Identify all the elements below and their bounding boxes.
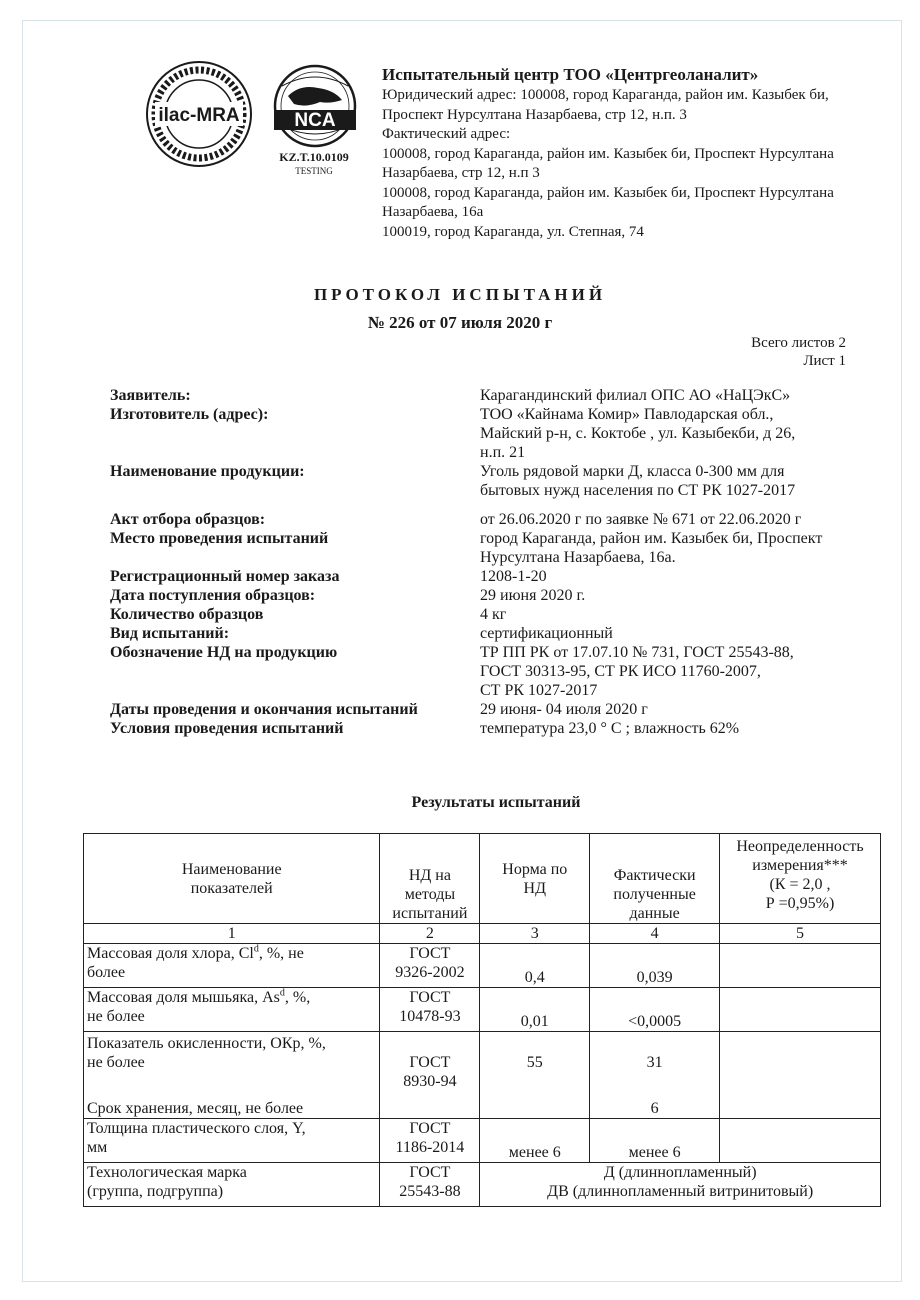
- header-line: Фактически: [613, 867, 696, 884]
- header-line: измерения***: [752, 857, 848, 874]
- header-line: Наименование: [181, 860, 282, 878]
- info-value: сертификационный: [480, 625, 613, 642]
- info-row-applicant: [110, 386, 890, 405]
- uncertainty-value: [720, 1032, 881, 1119]
- header-line: данные: [629, 905, 680, 922]
- nca-logo-text: NCA: [294, 110, 336, 131]
- info-value: 4 кг: [480, 606, 507, 623]
- header-line: испытаний: [392, 905, 468, 922]
- norm-value: 0,4: [480, 944, 590, 988]
- header-line: НД: [523, 880, 547, 897]
- info-label: Наименование продукции:: [110, 463, 305, 480]
- table-header-cell: [590, 834, 720, 924]
- organization-header: [382, 64, 872, 242]
- info-value: [480, 462, 880, 500]
- table-row: [84, 1032, 881, 1119]
- document-title: ПРОТОКОЛ ИСПЫТАНИЙ: [313, 285, 607, 304]
- info-value-line: Уголь рядовой марки Д, класса 0-300 мм для: [480, 463, 785, 480]
- results-table: [83, 833, 881, 1207]
- info-value-line: ТОО «Кайнама Комир» Павлодарская обл.,: [480, 406, 774, 423]
- info-value: [480, 529, 880, 567]
- results-title: Результаты испытаний: [411, 794, 581, 811]
- norm-value: 55: [480, 1032, 590, 1119]
- norm-value: 0,01: [480, 988, 590, 1032]
- info-label: Изготовитель (адрес):: [110, 406, 269, 423]
- table-row: [84, 1163, 881, 1207]
- test-method: ГОСТ 8930-94: [380, 1032, 480, 1119]
- header-line: Неопределенность: [736, 838, 864, 855]
- uncertainty-value: [720, 988, 881, 1032]
- info-label: Условия проведения испытаний: [110, 720, 344, 737]
- document-number: № 226 от 07 июля 2020 г: [367, 313, 553, 332]
- test-method: ГОСТ 1186-2014: [380, 1119, 480, 1163]
- table-row: [84, 944, 881, 988]
- info-value-line: н.п. 21: [480, 444, 526, 461]
- info-value: 1208-1-20: [480, 568, 547, 585]
- protocol-info: [110, 386, 890, 738]
- header-line: Фактический адрес:: [382, 126, 511, 142]
- table-header-row: [84, 834, 881, 924]
- column-number: 1: [84, 924, 380, 944]
- test-method: ГОСТ 10478-93: [380, 988, 480, 1032]
- norm-value: менее 6: [480, 1119, 590, 1163]
- info-label: Акт отбора образцов:: [110, 511, 266, 528]
- organization-name: Испытательный центр ТОО «Центргеоланалит»: [382, 65, 759, 84]
- uncertainty-value: [720, 1119, 881, 1163]
- info-row-receipt-date: [110, 586, 890, 605]
- header-line: Норма по: [502, 861, 568, 878]
- header-line: Юридический адрес: 100008, город Караганда, район им. Казыбек би,: [382, 87, 829, 103]
- indicator-name: Показатель окисленности, ОКр, %, не более Срок хранения, месяц, не более: [84, 1032, 380, 1119]
- info-row-sampling: [110, 510, 890, 529]
- indicator-name: Массовая доля мышьяка, As$^d$, %, не более: [84, 988, 380, 1032]
- info-row-product: [110, 462, 890, 500]
- info-label: Место проведения испытаний: [110, 530, 329, 547]
- info-value-line: ТР ПП РК от 17.07.10 № 731, ГОСТ 25543-88,: [480, 644, 794, 661]
- header-line: НД на: [408, 867, 451, 884]
- indicator-name: Технологическая марка (группа, подгруппа): [84, 1163, 380, 1207]
- info-value: Карагандинский филиал ОПС АО «НаЦЭкС»: [480, 387, 791, 404]
- ilac-logo-text: ilac-MRA: [158, 105, 240, 126]
- column-number: 3: [480, 924, 590, 944]
- info-value: температура 23,0 ° С ; влажность 62%: [480, 720, 740, 737]
- table-row: [84, 988, 881, 1032]
- header-line: Назарбаева, стр 12, н.п 3: [382, 165, 540, 181]
- total-sheets: Всего листов 2: [751, 335, 846, 351]
- current-sheet: Лист 1: [803, 353, 846, 369]
- column-number: 2: [380, 924, 480, 944]
- merged-result-value: Д (длиннопламенный) ДВ (длиннопламенный витринитовый): [480, 1163, 881, 1207]
- indicator-name: Массовая доля хлора, Cl$^d$, %, не более: [84, 944, 380, 988]
- info-label: Дата поступления образцов:: [110, 587, 316, 604]
- info-value: [480, 643, 880, 700]
- info-row-nd: [110, 643, 890, 700]
- nca-accreditation-code: KZ.T.10.0109: [279, 150, 349, 164]
- column-number: 5: [720, 924, 881, 944]
- info-row-conditions: [110, 719, 890, 738]
- header-line: 100008, город Караганда, район им. Казыбек би, Проспект Нурсултана: [382, 145, 834, 162]
- info-row-dates: [110, 700, 890, 719]
- header-line: (К = 2,0 ,: [769, 876, 831, 893]
- info-row-reg-number: [110, 567, 890, 586]
- info-value-line: СТ РК 1027-2017: [480, 682, 598, 699]
- table-header-cell: [480, 834, 590, 924]
- info-label: Количество образцов: [110, 606, 264, 623]
- uncertainty-value: [720, 944, 881, 988]
- table-number-row: [84, 924, 881, 944]
- info-label: Заявитель:: [110, 387, 191, 404]
- info-value: 29 июня 2020 г.: [480, 587, 586, 604]
- indicator-name: Толщина пластического слоя, Y, мм: [84, 1119, 380, 1163]
- table-header-cell: [84, 834, 380, 924]
- info-row-quantity: [110, 605, 890, 624]
- info-value-line: ГОСТ 30313-95, СТ РК ИСО 11760-2007,: [480, 663, 761, 680]
- nca-testing-label: TESTING: [295, 166, 333, 176]
- actual-value: менее 6: [590, 1119, 720, 1163]
- info-value-line: Нурсултана Назарбаева, 16а.: [480, 549, 676, 566]
- info-value: от 26.06.2020 г по заявке № 671 от 22.06.2020 г: [480, 511, 802, 528]
- info-value-line: Майский р-н, с. Коктобе , ул. Казыбекби, д 26,: [480, 425, 796, 442]
- test-method: ГОСТ 9326-2002: [380, 944, 480, 988]
- info-label: Регистрационный номер заказа: [110, 568, 340, 585]
- header-line: методы: [404, 886, 456, 903]
- info-label: Вид испытаний:: [110, 625, 230, 642]
- table-header-cell: [720, 834, 881, 924]
- info-value-line: бытовых нужд населения по СТ РК 1027-2017: [480, 482, 796, 499]
- header-line: 100019, город Караганда, ул. Степная, 74: [382, 223, 644, 240]
- header-line: полученные: [613, 886, 696, 903]
- column-number: 4: [590, 924, 720, 944]
- table-header-cell: [380, 834, 480, 924]
- info-label: Обозначение НД на продукцию: [110, 644, 338, 661]
- info-value: 29 июня- 04 июля 2020 г: [480, 701, 648, 718]
- actual-value: 31 6: [590, 1032, 720, 1119]
- header-line: Р =0,95%): [765, 895, 835, 912]
- header-line: Проспект Нурсултана Назарбаева, стр 12, н.п. 3: [382, 106, 687, 123]
- info-label: Даты проведения и окончания испытаний: [110, 701, 418, 718]
- header-line: 100008, город Караганда, район им. Казыбек би, Проспект Нурсултана: [382, 184, 834, 201]
- sheet-info: [640, 334, 846, 370]
- info-value: [480, 405, 880, 462]
- actual-value: 0,039: [590, 944, 720, 988]
- info-value-line: город Караганда, район им. Казыбек би, Проспект: [480, 530, 823, 547]
- info-row-place: [110, 529, 890, 567]
- info-row-test-type: [110, 624, 890, 643]
- test-method: ГОСТ 25543-88: [380, 1163, 480, 1207]
- ilac-mra-logo: [143, 58, 255, 170]
- header-line: показателей: [190, 879, 273, 897]
- actual-value: <0,0005: [590, 988, 720, 1032]
- header-line: Назарбаева, 16а: [382, 204, 484, 220]
- table-row: [84, 1119, 881, 1163]
- info-row-manufacturer: [110, 405, 890, 462]
